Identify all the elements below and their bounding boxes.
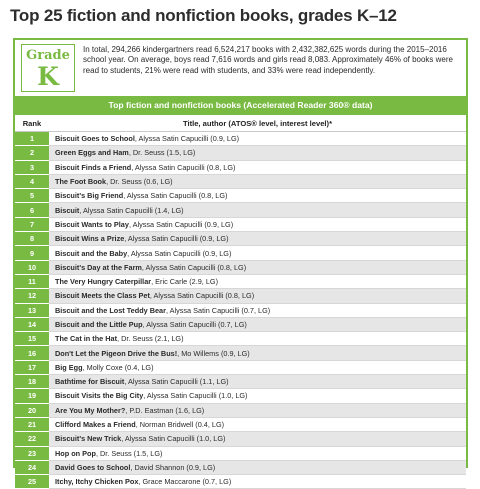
book-author-level: , Alyssa Satin Capucilli (0.9, LG) [127, 248, 232, 258]
rank-cell: 6 [15, 203, 49, 217]
table-row [15, 217, 466, 231]
rank-cell: 5 [15, 189, 49, 203]
rank-cell: 8 [15, 232, 49, 246]
table-row [15, 317, 466, 331]
rank-cell: 12 [15, 289, 49, 303]
book-title: The Cat in the Hat [55, 334, 118, 344]
book-title: Are You My Mother? [55, 405, 126, 415]
book-title: Biscuit Finds a Friend [55, 162, 132, 172]
book-title: Biscuit and the Baby [55, 248, 128, 258]
rank-cell: 15 [15, 332, 49, 346]
book-title: Don't Let the Pigeon Drive the Bus! [55, 348, 178, 358]
book-entry-cell [49, 389, 466, 403]
table-row [15, 360, 466, 374]
book-title: Biscuit Meets the Class Pet [55, 291, 150, 301]
book-title: Biscuit's Day at the Farm [55, 262, 142, 272]
book-entry-cell [49, 446, 466, 460]
book-title: Big Egg [55, 362, 83, 372]
rank-cell: 14 [15, 317, 49, 331]
rank-cell: 2 [15, 146, 49, 160]
table-row [15, 417, 466, 431]
book-entry-cell [49, 417, 466, 431]
book-author-level: , Molly Coxe (0.4, LG) [82, 362, 154, 372]
rank-cell: 18 [15, 375, 49, 389]
table-row [15, 375, 466, 389]
book-entry-cell [49, 146, 466, 160]
rank-cell: 23 [15, 446, 49, 460]
book-author-level: , Dr. Seuss (0.6, LG) [106, 177, 173, 187]
book-entry-cell [49, 217, 466, 231]
book-author-level: , Alyssa Satin Capucilli (0.9, LG) [134, 134, 240, 144]
book-author-level: , Alyssa Satin Capucilli (1.0, LG) [143, 391, 248, 401]
table-row [15, 446, 466, 460]
book-title: The Very Hungry Caterpillar [55, 277, 152, 287]
table-row [15, 403, 466, 417]
book-entry-cell [49, 460, 466, 474]
grade-summary-text: In total, 294,266 kindergartners read 6,524,217 books with 2,432,382,625 words during the 2015–2016 school year. On average, boys read 7,616 words and girls read 8,083. Approximately 46% of books were read to students, 21% were read with students, and 33% were read independently. [83, 45, 453, 75]
book-title: Biscuit Wins a Prize [55, 234, 125, 244]
title-column-header: Title, author (ATOS® level, interest level)* [49, 115, 466, 132]
books-table-body [15, 132, 466, 489]
table-row [15, 460, 466, 474]
book-entry-cell [49, 332, 466, 346]
book-title: Bathtime for Biscuit [55, 377, 125, 387]
table-row [15, 160, 466, 174]
table-row [15, 132, 466, 146]
table-row [15, 274, 466, 288]
grade-label: Grade [26, 48, 70, 63]
book-author-level: , Alyssa Satin Capucilli (1.0, LG) [121, 434, 226, 444]
book-entry-cell [49, 375, 466, 389]
rank-cell: 16 [15, 346, 49, 360]
book-author-level: , Grace Maccarone (0.7, LG) [138, 477, 232, 487]
table-row [15, 189, 466, 203]
book-entry-cell [49, 360, 466, 374]
book-title: Itchy, Itchy Chicken Pox [55, 477, 139, 487]
book-author-level: , Alyssa Satin Capucilli (0.9, LG) [128, 219, 234, 229]
rank-cell: 7 [15, 217, 49, 231]
book-author-level: , Alyssa Satin Capucilli (0.8, LG) [149, 291, 255, 301]
book-title: Clifford Makes a Friend [55, 420, 136, 430]
book-entry-cell [49, 289, 466, 303]
book-author-level: , Alyssa Satin Capucilli (0.8, LG) [141, 262, 247, 272]
book-entry-cell [49, 260, 466, 274]
rank-column-header: Rank [15, 115, 49, 132]
book-entry-cell [49, 403, 466, 417]
book-entry-cell [49, 346, 466, 360]
table-row [15, 246, 466, 260]
table-row [15, 475, 466, 489]
table-row [15, 174, 466, 188]
book-author-level: , Alyssa Satin Capucilli (0.7, LG) [142, 320, 247, 329]
page-title: Top 25 fiction and nonfiction books, grades K–12 [10, 6, 397, 25]
book-author-level: , Alyssa Satin Capucilli (1.1, LG) [124, 377, 229, 387]
book-title: Biscuit's New Trick [55, 434, 122, 444]
table-row [15, 346, 466, 360]
table-caption: Top fiction and nonfiction books (Accelerated Reader 360® data) [15, 96, 466, 115]
book-author-level: , Dr. Seuss (2.1, LG) [117, 334, 184, 344]
rank-cell: 17 [15, 360, 49, 374]
table-row [15, 332, 466, 346]
book-author-level: , P.D. Eastman (1.6, LG) [125, 405, 205, 415]
rank-cell: 25 [15, 475, 49, 489]
book-title: Biscuit Visits the Big City [55, 391, 144, 401]
book-title: Biscuit's Big Friend [55, 191, 124, 201]
rank-cell: 19 [15, 389, 49, 403]
book-entry-cell [49, 246, 466, 260]
book-entry-cell [49, 203, 466, 217]
table-row [15, 232, 466, 246]
book-author-level: , Alyssa Satin Capucilli (0.9, LG) [124, 234, 229, 244]
book-author-level: , Alyssa Satin Capucilli (0.7, LG) [165, 305, 271, 315]
book-author-level: , Eric Carle (2.9, LG) [151, 277, 219, 287]
grade-k-panel [13, 38, 468, 487]
book-entry-cell [49, 174, 466, 188]
rank-cell: 11 [15, 274, 49, 288]
rank-cell: 1 [15, 132, 49, 146]
rank-cell: 20 [15, 403, 49, 417]
book-entry-cell [49, 232, 466, 246]
book-entry-cell [49, 317, 466, 331]
book-author-level: , David Shannon (0.9, LG) [130, 462, 216, 472]
book-author-level: , Alyssa Satin Capucilli (0.8, LG) [123, 191, 228, 201]
grade-badge [21, 44, 75, 92]
table-row [15, 289, 466, 303]
book-entry-cell [49, 132, 466, 146]
book-title: Biscuit [55, 205, 80, 215]
table-row [15, 432, 466, 446]
book-entry-cell [49, 274, 466, 288]
book-entry-cell [49, 189, 466, 203]
rank-cell: 21 [15, 417, 49, 431]
book-entry-cell [49, 160, 466, 174]
book-author-level: , Dr. Seuss (1.5, LG) [128, 148, 196, 158]
grade-summary-section [15, 40, 466, 96]
book-entry-cell [49, 432, 466, 446]
rank-cell: 24 [15, 460, 49, 474]
table-row [15, 203, 466, 217]
book-title: Hop on Pop [55, 448, 96, 458]
book-title: David Goes to School [55, 462, 131, 472]
table-row [15, 146, 466, 160]
book-title: Biscuit and the Lost Teddy Bear [55, 305, 166, 315]
rank-cell: 22 [15, 432, 49, 446]
rank-cell: 4 [15, 174, 49, 188]
book-author-level: , Alyssa Satin Capucilli (1.4, LG) [79, 205, 184, 215]
grade-letter: K [37, 62, 59, 91]
rank-cell: 9 [15, 246, 49, 260]
books-table [15, 115, 466, 489]
rank-cell: 10 [15, 260, 49, 274]
book-author-level: , Mo Willems (0.9, LG) [177, 348, 250, 358]
table-header-row [15, 115, 466, 132]
book-author-level: , Norman Bridwell (0.4, LG) [135, 420, 225, 430]
book-title: Biscuit Goes to School [55, 134, 135, 144]
book-author-level: , Dr. Seuss (1.5, LG) [95, 448, 163, 458]
table-row [15, 303, 466, 317]
rank-cell: 3 [15, 160, 49, 174]
book-entry-cell [49, 303, 466, 317]
book-title: The Foot Book [55, 177, 107, 187]
rank-cell: 13 [15, 303, 49, 317]
book-title: Biscuit and the Little Pup [55, 320, 143, 329]
book-title: Green Eggs and Ham [55, 148, 129, 158]
book-entry-cell [49, 475, 466, 489]
book-author-level: , Alyssa Satin Capucilli (0.8, LG) [131, 162, 236, 172]
table-row [15, 389, 466, 403]
table-row [15, 260, 466, 274]
book-title: Biscuit Wants to Play [55, 219, 129, 229]
